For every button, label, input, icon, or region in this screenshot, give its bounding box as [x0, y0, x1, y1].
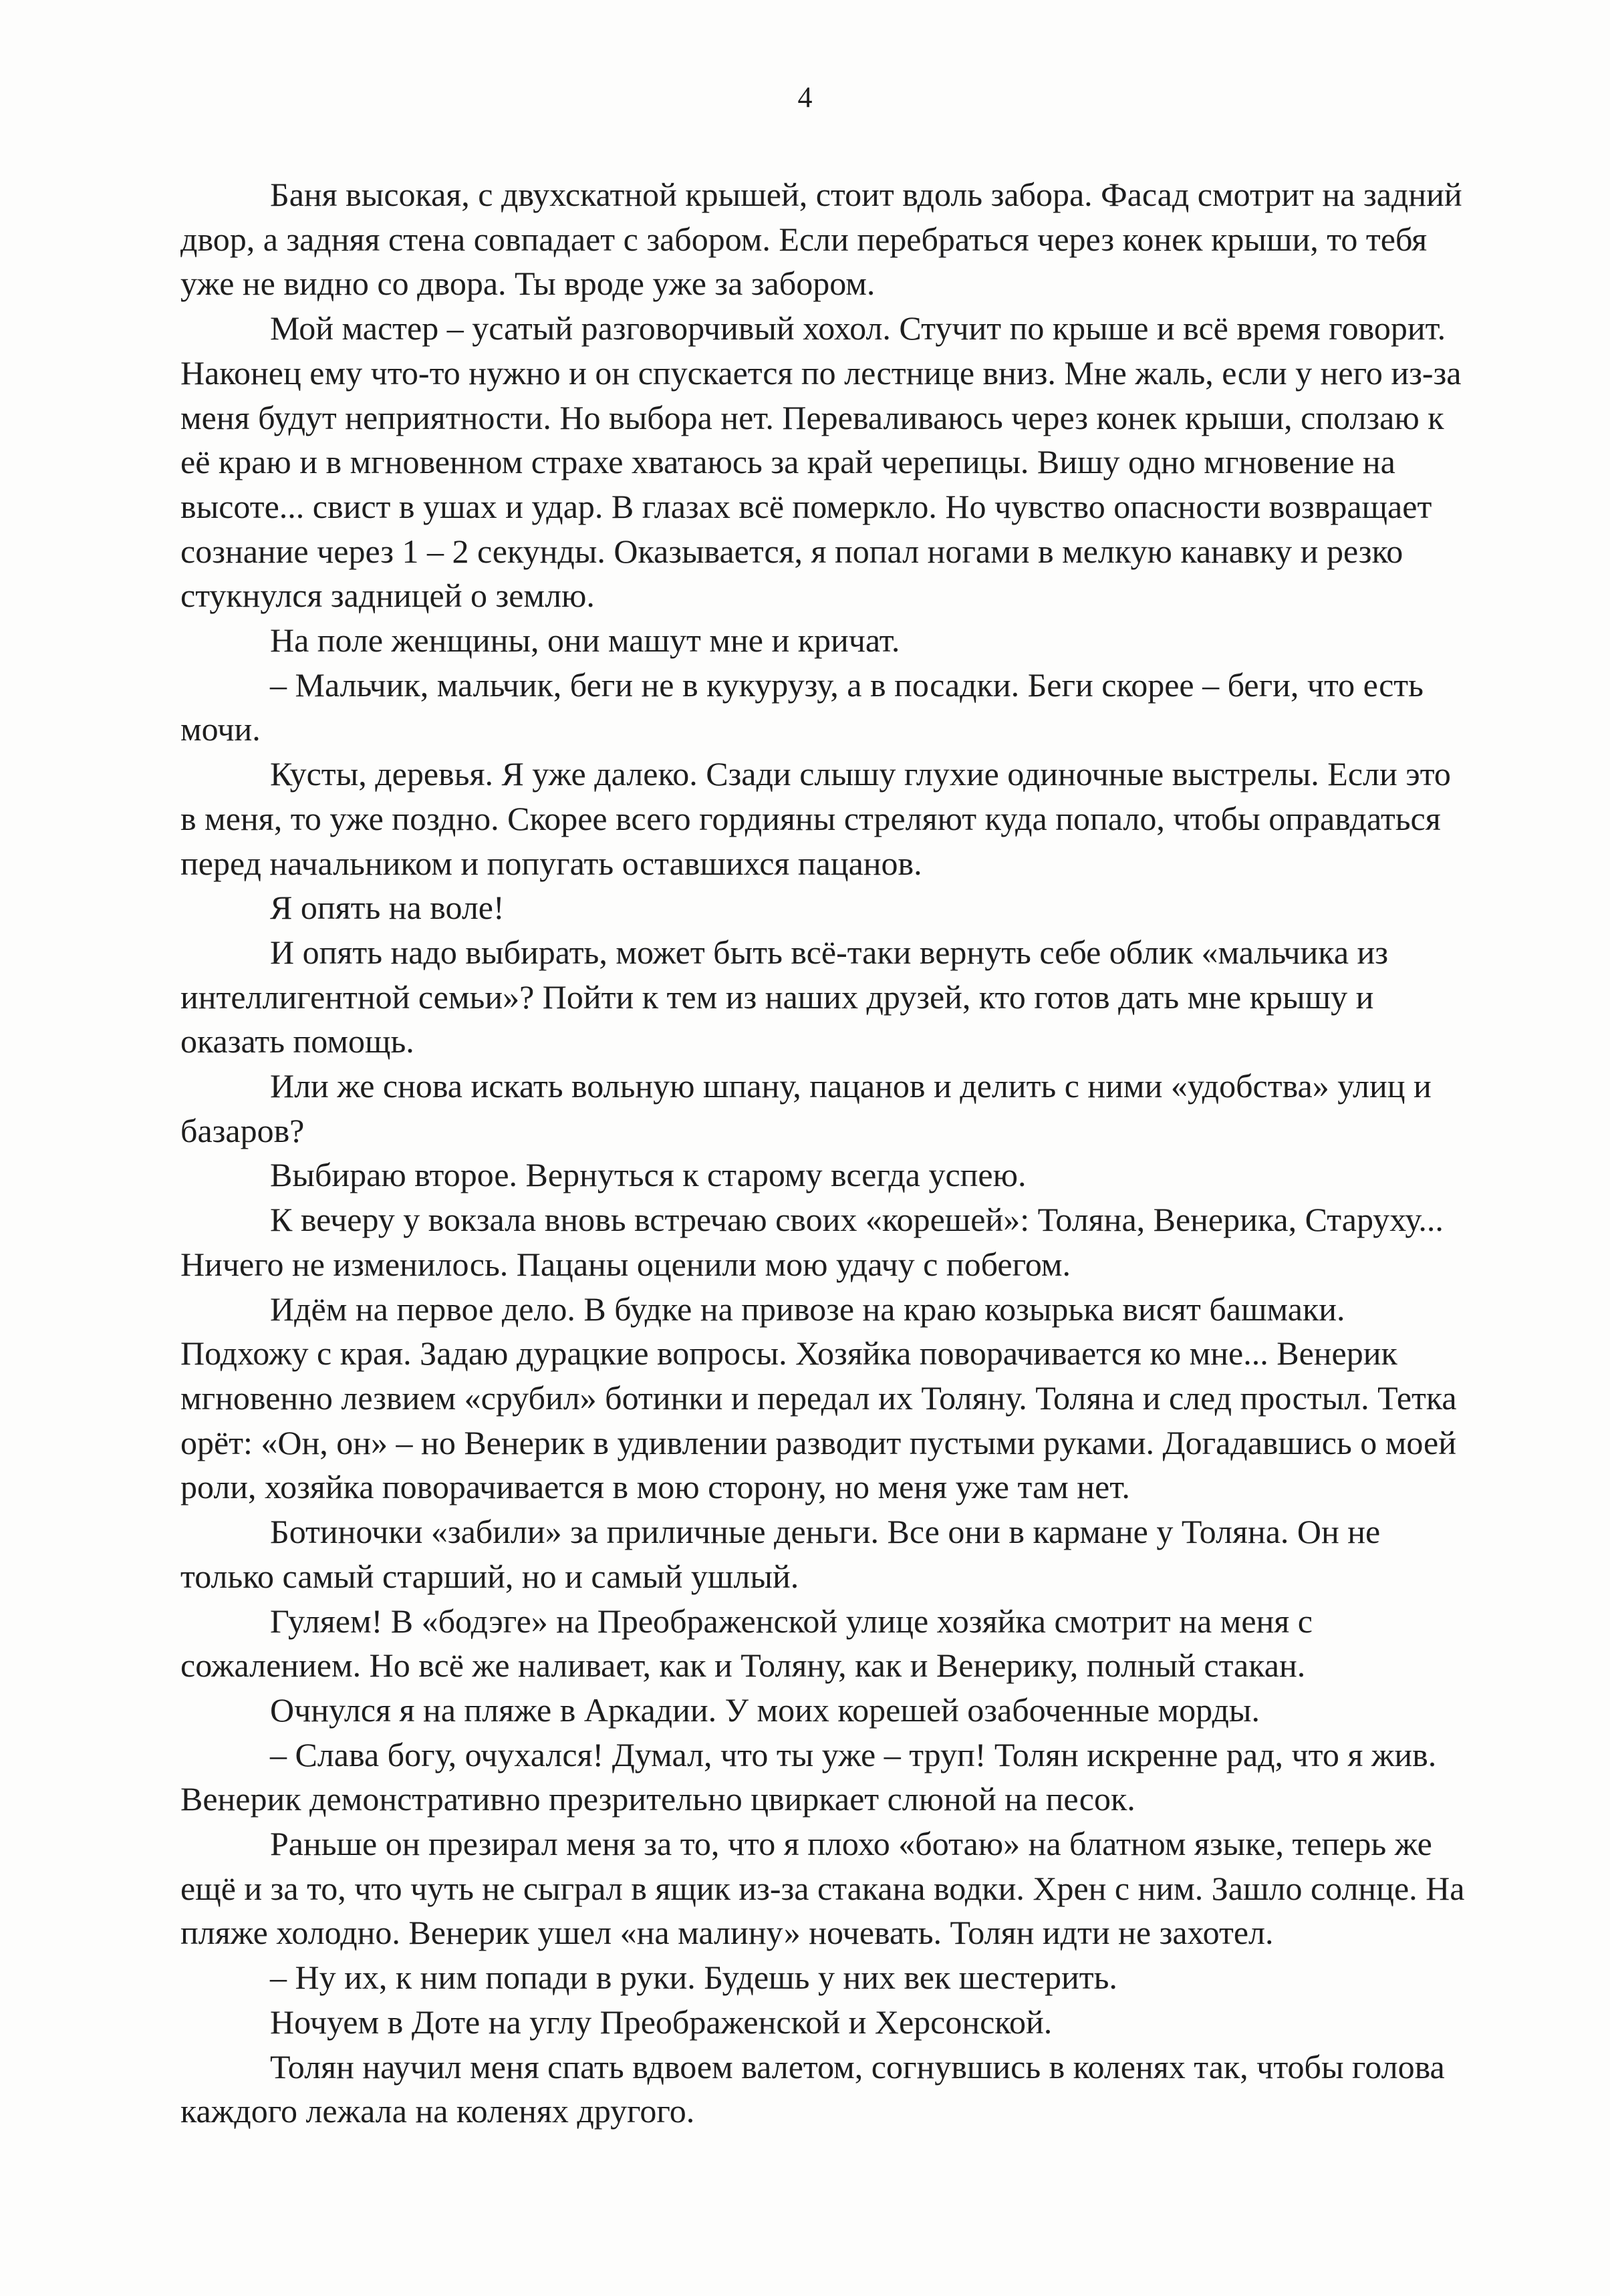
paragraph: Идём на первое дело. В будке на привозе на краю козырька висят башмаки. Подхожу с края. Задаю дурацкие вопросы. Хозяйка поворачивается ко мне... Венерик мгновенно лезвием «срубил» ботинки и передал их Толяну. Толяна и след простыл. Тетка орёт: «Он, он» – но Венерик в удивлении разводит пустыми руками. Догадавшись о моей роли, хозяйка поворачивается в мою сторону, но меня уже там нет.	[180, 1290, 1457, 1506]
paragraph: Выбираю второе. Вернуться к старому всегда успею.	[270, 1156, 1027, 1194]
paragraph: К вечеру у вокзала вновь встречаю своих «корешей»: Толяна, Венерика, Старуху... Ничего не изменилось. Пацаны оценили мою удачу с побегом.	[180, 1201, 1444, 1283]
paragraph: Кусты, деревья. Я уже далеко. Сзади слышу глухие одиночные выстрелы. Если это в меня, то уже поздно. Скорее всего гордияны стреляют куда попало, чтобы оправдаться перед начальником и попугать оставшихся пацанов.	[180, 755, 1451, 882]
paragraph: Ночуем в Доте на углу Преображенской и Херсонской.	[270, 2003, 1053, 2041]
paragraph: Мой мастер – усатый разговорчивый хохол. Стучит по крыше и всё время говорит. Наконец ему что-то нужно и он спускается по лестнице вниз. Мне жаль, если у него из-за меня будут неприятности. Но выбора нет. Переваливаюсь через конек крыши, сползаю к её краю и в мгновенном страхе хватаюсь за край черепицы. Вишу одно мгновение на высоте... свист в ушах и удар. В глазах всё померкло. Но чувство опасности возвращает сознание через 1 – 2 секунды. Оказывается, я попал ногами в мелкую канавку и резко стукнулся задницей о землю.	[180, 309, 1462, 615]
paragraph: Гуляем! В «бодэге» на Преображенской улице хозяйка смотрит на меня с сожалением. Но всё же наливает, как и Толяну, как и Венерику, полный стакан.	[180, 1602, 1313, 1685]
paragraph: Баня высокая, с двухскатной крышей, стоит вдоль забора. Фасад смотрит на задний двор, а задняя стена совпадает с забором. Если перебраться через конек крыши, то тебя уже не видно со двора. Ты вроде уже за забором.	[180, 176, 1462, 303]
paragraph: Толян научил меня спать вдвоем валетом, согнувшись в коленях так, чтобы голова каждого лежала на коленях другого.	[180, 2047, 1445, 2130]
paragraph: Ботиночки «забили» за приличные деньги. Все они в кармане у Толяна. Он не только самый старший, но и самый ушлый.	[180, 1513, 1381, 1595]
paragraph: На поле женщины, они машут мне и кричат.	[270, 621, 900, 660]
page-number: 4	[797, 81, 813, 114]
paragraph: Раньше он презирал меня за то, что я плохо «ботаю» на блатном языке, теперь же ещё и за то, что чуть не сыграл в ящик из-за стакана водки. Хрен с ним. Зашло солнце. На пляже холодно. Венерик ушел «на малину» ночевать. Толян идти не захотел.	[180, 1825, 1465, 1952]
paragraph: Я опять на воле!	[270, 889, 505, 927]
paragraph: – Ну их, к ним попади в руки. Будешь у них век шестерить.	[270, 1959, 1117, 1997]
paragraph: И опять надо выбирать, может быть всё-таки вернуть себе облик «мальчика из интеллигентной семьи»? Пойти к тем из наших друзей, кто готов дать мне крышу и оказать помощь.	[180, 933, 1389, 1060]
paragraph: Очнулся я на пляже в Аркадии. У моих корешей озабоченные морды.	[270, 1691, 1260, 1729]
document-body	[180, 172, 1470, 2134]
paragraph: – Слава богу, очухался! Думал, что ты уже – труп! Толян искренне рад, что я жив. Венерик демонстративно презрительно цвиркает слюной на песок.	[180, 1735, 1437, 1818]
paragraph: Или же снова искать вольную шпану, пацанов и делить с ними «удобства» улиц и базаров?	[180, 1067, 1432, 1149]
paragraph: – Мальчик, мальчик, беги не в кукурузу, а в посадки. Беги скорее – беги, что есть мочи.	[180, 666, 1424, 748]
